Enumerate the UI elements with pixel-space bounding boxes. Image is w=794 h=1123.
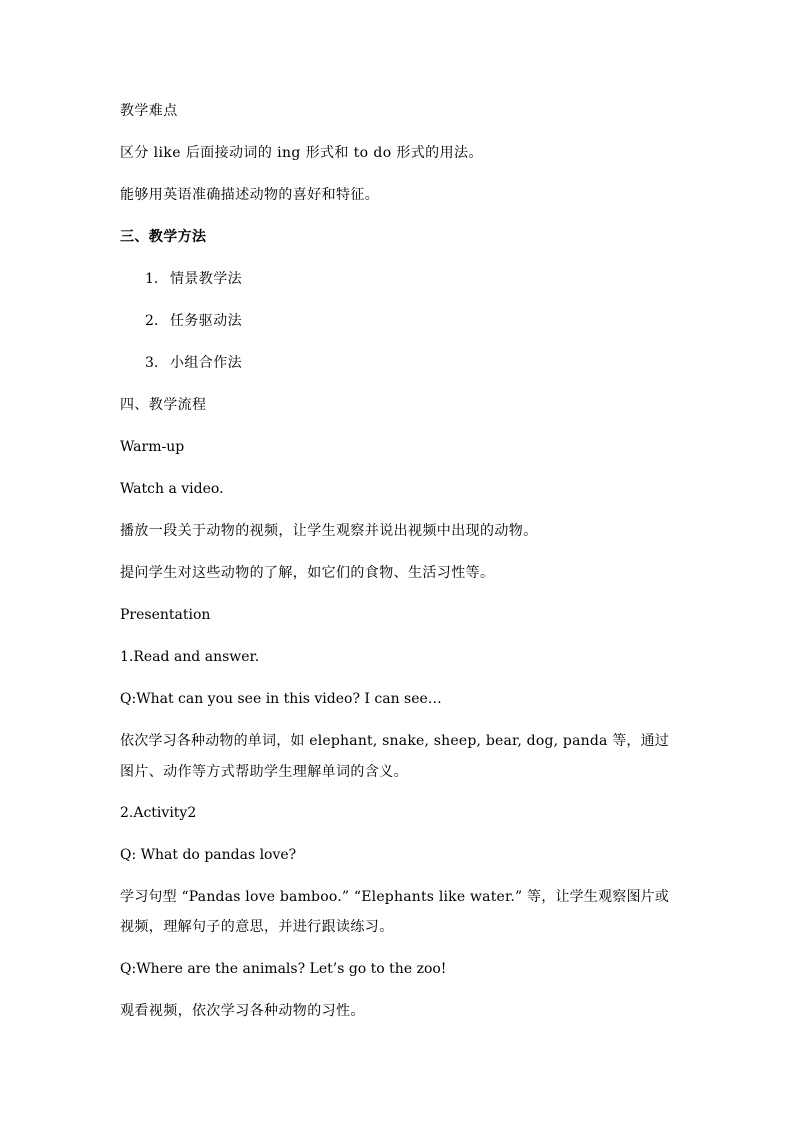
question-2: Q: What do pandas love? <box>120 847 297 863</box>
warmup-label: Warm-up <box>120 439 185 455</box>
method-text: 任务驱动法 <box>170 313 242 329</box>
vocab-paragraph-line-2: 图片、动作等方式帮助学生理解单词的含义。 <box>120 764 408 780</box>
process-heading: 四、教学流程 <box>120 397 207 413</box>
method-text: 小组合作法 <box>170 355 242 371</box>
method-number: 1. <box>145 271 159 287</box>
habits-line: 观看视频，依次学习各种动物的习性。 <box>120 1003 365 1019</box>
method-number: 2. <box>145 313 159 329</box>
pattern-paragraph-line-2: 视频，理解句子的意思，并进行跟读练习。 <box>120 919 394 935</box>
methods-heading: 三、教学方法 <box>120 229 207 245</box>
method-number: 3. <box>145 355 159 371</box>
warmup-step-2: 提问学生对这些动物的了解，如它们的食物、生活习性等。 <box>120 565 495 581</box>
question-1: Q:What can you see in this video? I can see… <box>120 691 442 707</box>
read-answer-label: 1.Read and answer. <box>120 649 260 665</box>
difficulty-point-1: 区分 like 后面接动词的 ing 形式和 to do 形式的用法。 <box>120 145 483 161</box>
presentation-label: Presentation <box>120 607 211 623</box>
watch-video-label: Watch a video. <box>120 481 224 497</box>
question-3: Q:Where are the animals? Let’s go to the zoo! <box>120 961 447 977</box>
method-text: 情景教学法 <box>170 271 242 287</box>
activity2-label: 2.Activity2 <box>120 805 197 821</box>
vocab-paragraph-line-1: 依次学习各种动物的单词，如 elephant, snake, sheep, bear, dog, panda 等，通过 <box>120 733 670 749</box>
difficulty-point-2: 能够用英语准确描述动物的喜好和特征。 <box>120 187 380 203</box>
warmup-step-1: 播放一段关于动物的视频，让学生观察并说出视频中出现的动物。 <box>120 523 538 539</box>
pattern-paragraph-line-1: 学习句型 “Pandas love bamboo.” “Elephants like water.” 等，让学生观察图片或 <box>120 889 670 905</box>
difficulty-heading: 教学难点 <box>120 103 178 119</box>
